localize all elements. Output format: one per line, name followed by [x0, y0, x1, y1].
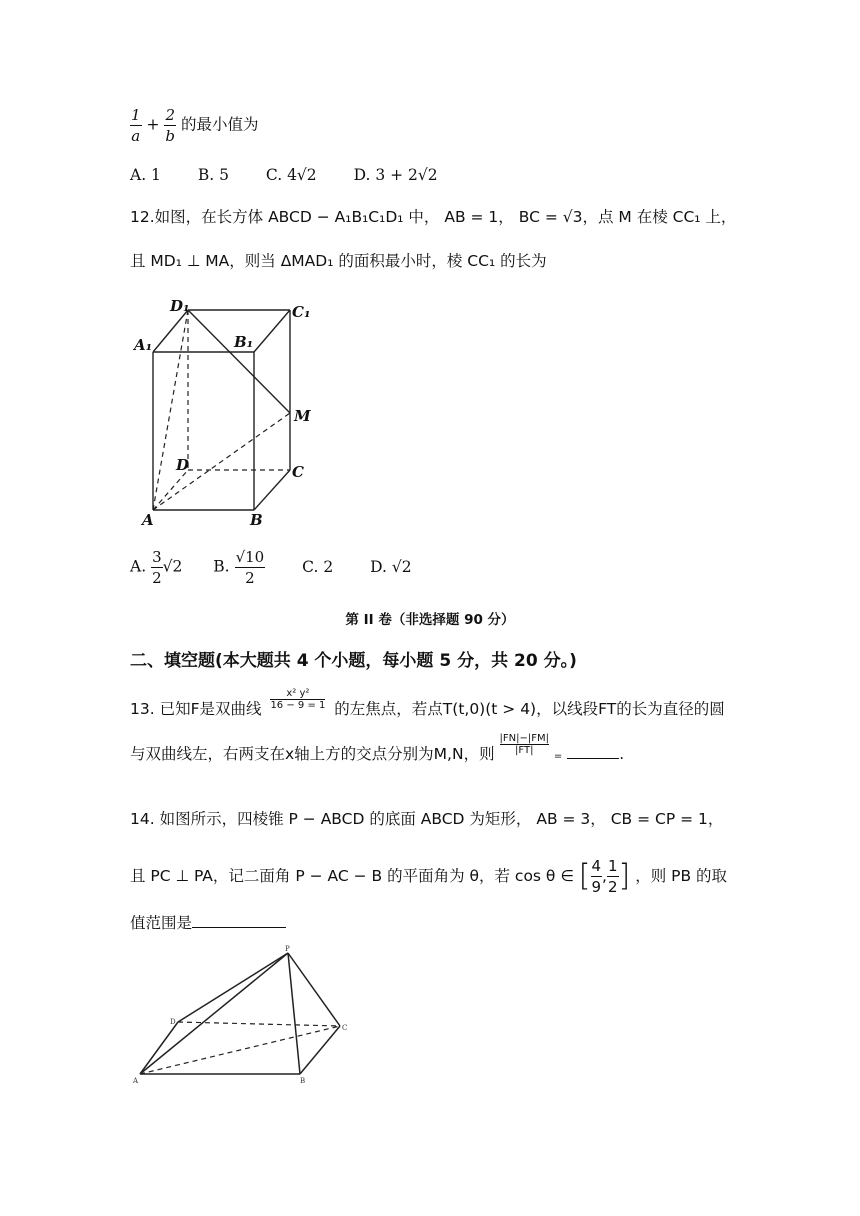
fill-blank-section-title: 二、填空题(本大题共 4 个小题，每小题 5 分，共 20 分。)	[130, 651, 577, 671]
q14-line2: 且 PC ⊥ PA，记二面角 P − AC − B 的平面角为 θ，若 cos θ ∈ [ $\frac{4}{9}$ , $\frac{1}{2}$ ] ，则 PB 的取	[130, 857, 728, 896]
q13-answer-blank[interactable]	[567, 758, 619, 759]
q11-expression: $\frac{1}{a}$ + $\frac{2}{b}$ 的最小值为	[131, 106, 259, 145]
q12-line2: 且 MD₁ ⊥ MA，则当 ΔMAD₁ 的面积最小时，棱 CC₁ 的长为	[130, 252, 547, 270]
label-d: D	[170, 1018, 176, 1026]
q13-ratio: $\frac{|FN|-|FM|}{|FT|}$	[499, 733, 549, 756]
q11-options	[130, 164, 470, 186]
label-m: M	[294, 407, 311, 425]
label-b1: B₁	[234, 333, 254, 351]
hidden-segment-am	[153, 413, 290, 510]
q12-options	[130, 547, 412, 588]
q14-pyramid-figure	[128, 944, 353, 1084]
label-p: P	[285, 945, 290, 953]
label-b: B	[300, 1077, 306, 1084]
hidden-segment-ad1	[153, 310, 188, 510]
hyperbola-equation: $\frac{\text{x² y²}}{16 - 9 = 1}$	[270, 688, 326, 711]
label-d: D	[176, 456, 190, 474]
q12-option-a: A. $\frac{3}{2}$ √2	[130, 548, 183, 587]
section-ii-title: 第 II 卷（非选择题 90 分）	[345, 612, 515, 628]
fraction-2-over-b: $\frac{2}{b}$	[165, 106, 176, 145]
q11-option-d: D. 3 + 2√2	[353, 166, 438, 184]
q13-line2: 与双曲线左，右两支在x轴上方的交点分别为M,N，则 $\frac{|FN|-|FM|}{|FT|}$ = .	[130, 733, 625, 763]
q12-option-b: B. $\frac{√10}{2}$	[213, 548, 265, 587]
q12-option-d: D. √2	[370, 557, 412, 576]
q13-line1: 13. 已知F是双曲线 $\frac{\text{x² y²}}{16 - 9 = 1}$ 的左焦点，若点T(t,0)(t > 4)，以线段FT的长为直径的圆	[130, 688, 725, 718]
label-c1: C₁	[292, 303, 311, 321]
edge-a1d1	[153, 310, 188, 352]
label-a: A	[142, 511, 154, 529]
q11-option-a: A. 1	[130, 166, 161, 184]
q12-cuboid-figure	[130, 295, 330, 535]
label-a1: A₁	[134, 336, 153, 354]
label-b: B	[250, 511, 263, 529]
hidden-edge-ad	[153, 470, 188, 510]
edge-b1c1	[254, 310, 290, 352]
edge-bc	[300, 1026, 340, 1074]
edge-bc	[254, 470, 290, 510]
label-d1: D₁	[170, 297, 190, 315]
segment-d1m	[188, 310, 290, 413]
label-a: A	[133, 1077, 139, 1084]
label-c: C	[292, 463, 304, 481]
q11-option-b: B. 5	[197, 166, 229, 184]
label-c: C	[342, 1024, 348, 1032]
edge-pb	[288, 953, 300, 1074]
q14-line1: 14. 如图所示，四棱锥 P − ABCD 的底面 ABCD 为矩形， AB = 3， CB = CP = 1，	[130, 810, 724, 828]
q14-answer-blank[interactable]	[192, 927, 286, 928]
q11-option-c: C. 4√2	[265, 166, 317, 184]
edge-pd	[178, 953, 288, 1022]
q12-line1: 12.如图，在长方体 ABCD − A₁B₁C₁D₁ 中， AB = 1， BC = √3，点 M 在棱 CC₁ 上，	[130, 208, 737, 226]
q14-line3: 值范围是	[130, 912, 286, 934]
q12-option-c: C. 2	[302, 557, 334, 576]
q11-tail: 的最小值为	[180, 115, 259, 134]
edge-pc	[288, 953, 340, 1026]
fraction-1-over-a: $\frac{1}{a}$	[131, 106, 141, 145]
